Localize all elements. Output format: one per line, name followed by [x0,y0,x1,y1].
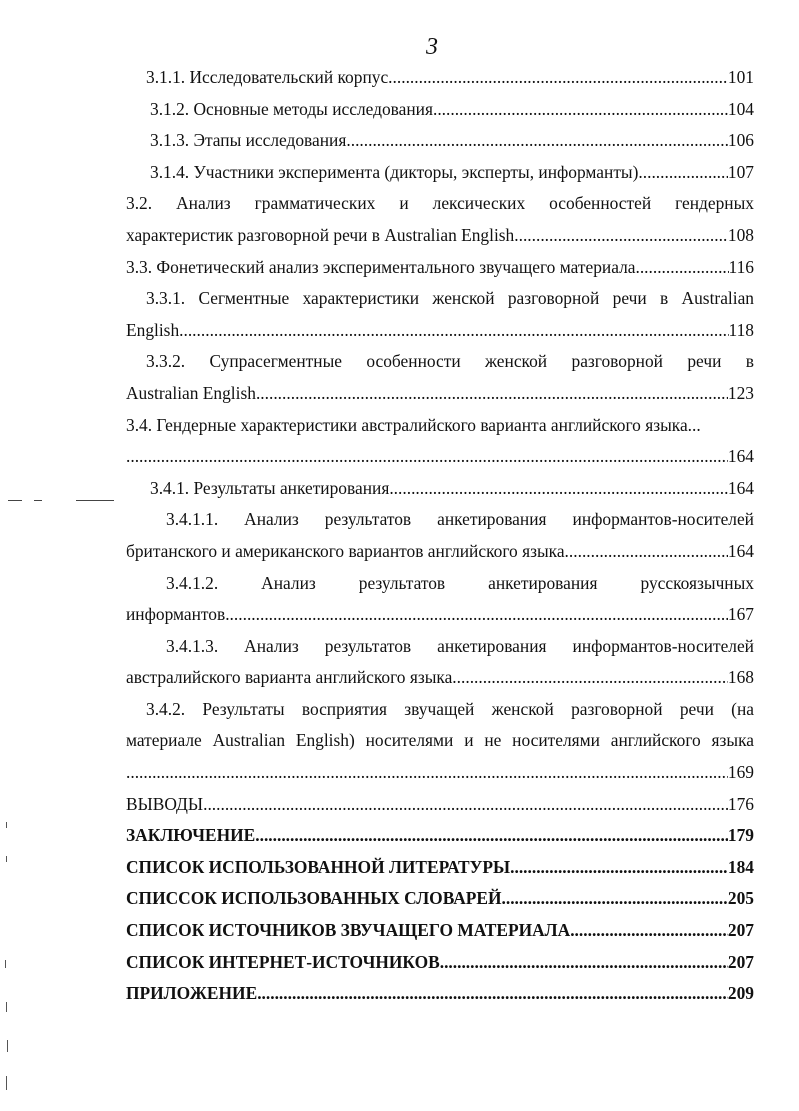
toc-entry-page: 118 [728,319,754,340]
toc-entry-3-3-1-line1: 3.3.1. Сегментные характеристики женской разговорной речи в Australian [146,288,754,309]
toc-entry-page: 168 [727,667,754,688]
toc-leader [570,915,728,947]
toc-entry-3-3-1-line2 [126,315,754,347]
toc-entry-3-2-line1: 3.2. Анализ грамматических и лексических особенностей гендерных [126,193,754,214]
toc-entry-title: характеристик разговорной речи в Australian English [126,224,515,245]
toc-entry-title: СПИСОК ИНТЕРНЕТ-ИСТОЧНИКОВ [126,951,440,972]
toc-entry-audio-sources [126,915,754,947]
toc-entry-title: 3.1.2. Основные методы исследования [150,98,433,119]
toc-entry-title: 3.1.3. Этапы исследования [150,130,347,151]
toc-leader [388,62,728,94]
toc-entry-page: 176 [727,793,754,814]
toc-leader [256,378,728,410]
toc-leader [203,789,728,821]
toc-entry-3-4-1 [126,473,754,505]
toc-leader [126,757,728,789]
toc-leader [255,820,728,852]
toc-entry-page: 106 [727,130,754,151]
toc-leader [565,536,728,568]
toc-entry-3-4-1-2-line2 [126,599,754,631]
toc-leader [433,94,728,126]
toc-leader [346,125,728,157]
toc-leader [502,883,728,915]
toc-entry-dictionaries [126,883,754,915]
toc-entry-3-2-line2 [126,220,754,252]
toc-entry-3-4-line1 [126,410,754,442]
toc-entry-3-4-1-2-line1: 3.4.1.2. Анализ результатов анкетирования русскоязычных [166,572,754,593]
toc-entry-title: информантов [126,604,226,625]
toc-leader [179,315,728,347]
toc-entry-3-1-3 [126,125,754,157]
toc-entry-page: 169 [727,762,754,783]
toc-leader [225,599,728,631]
toc-entry-literature [126,852,754,884]
toc-leader [510,852,728,884]
toc-entry-title: британского и американского вариантов английского языка [126,540,565,561]
toc-entry-title: 3.4.1. Результаты анкетирования [150,477,390,498]
toc-entry-page: 209 [727,983,754,1004]
toc-entry-3-3 [126,252,754,284]
toc-entry-title: 3.3. Фонетический анализ экспериментального звучащего материала [126,256,636,277]
toc-entry-3-4-1-3-line1: 3.4.1.3. Анализ результатов анкетирования информантов-носителей [166,635,754,656]
toc-entry-page: 164 [727,477,754,498]
toc-leader [452,662,728,694]
toc-leader [257,978,728,1010]
toc-entry-page: 164 [727,446,754,467]
toc-entry-3-1-2 [126,94,754,126]
toc-entry-title: ПРИЛОЖЕНИЕ [126,983,258,1004]
toc-leader [126,441,728,473]
toc-entry-page: 167 [727,604,754,625]
toc-entry-title: ВЫВОДЫ [126,793,204,814]
toc-entry-title: Australian English [126,382,256,403]
toc-leader [389,473,728,505]
toc-leader [635,252,728,284]
scan-artifact [0,490,126,510]
toc-entry-3-4-1-3-line2 [126,662,754,694]
toc-entry-3-4-1-1-line2 [126,536,754,568]
toc-entry-title: 3.4. Гендерные характеристики австралийского варианта английского языка... [126,414,701,435]
toc-entry-title: 3.1.4. Участники эксперимента (дикторы, эксперты, информанты) [150,161,639,182]
toc-entry-page: 101 [727,67,754,87]
toc-entry-3-4-line2 [126,441,754,473]
toc-entry-page: 116 [728,256,754,277]
toc-entry-page: 123 [727,382,754,403]
toc-entry-title: СПИСОК ИСПОЛЬЗОВАННОЙ ЛИТЕРАТУРЫ [126,856,511,877]
toc-entry-title: 3.1.1. Исследовательский корпус [146,67,389,87]
toc-entry-title: English [126,319,180,340]
toc-entry-page: 205 [727,888,754,909]
toc-entry-page: 184 [727,856,754,877]
toc-entry-3-1-1 [126,62,754,94]
toc-leader [440,947,728,979]
toc-entry-title: СПИСОК ИСТОЧНИКОВ ЗВУЧАЩЕГО МАТЕРИАЛА [126,920,571,941]
toc-entry-page: 108 [727,224,754,245]
toc-entry-3-4-2-line2: материале Australian English) носителями и не носителями английского языка [126,730,754,751]
toc-entry-final [126,820,754,852]
toc-entry-page: 164 [727,540,754,561]
toc-entry-title: австралийского варианта английского языка [126,667,453,688]
toc-entry-3-4-2-line1: 3.4.2. Результаты восприятия звучащей женской разговорной речи (на [146,698,754,719]
toc-entry-page: 104 [727,98,754,119]
toc-entry-3-4-2-line3 [126,757,754,789]
toc-entry-3-3-2-line1: 3.3.2. Супрасегментные особенности женской разговорной речи в [146,351,754,372]
toc-entry-page: 107 [727,161,754,182]
toc-entry-internet-sources [126,947,754,979]
toc-entry-title: СПИССОК ИСПОЛЬЗОВАННЫХ СЛОВАРЕЙ [126,888,502,909]
page-number: 3 [426,34,438,60]
toc-entry-3-3-2-line2 [126,378,754,410]
toc-leader [638,157,728,189]
toc-entry-page: 179 [727,825,754,846]
toc-entry-title: ЗАКЛЮЧЕНИЕ [126,825,256,846]
table-of-contents [126,62,754,1010]
toc-entry-appendix [126,978,754,1010]
toc-entry-page: 207 [727,920,754,941]
toc-entry-3-1-4 [126,157,754,189]
toc-entry-conclusions [126,789,754,821]
toc-entry-page: 207 [727,951,754,972]
toc-leader [514,220,728,252]
toc-entry-3-4-1-1-line1: 3.4.1.1. Анализ результатов анкетирования информантов-носителей [166,509,754,530]
